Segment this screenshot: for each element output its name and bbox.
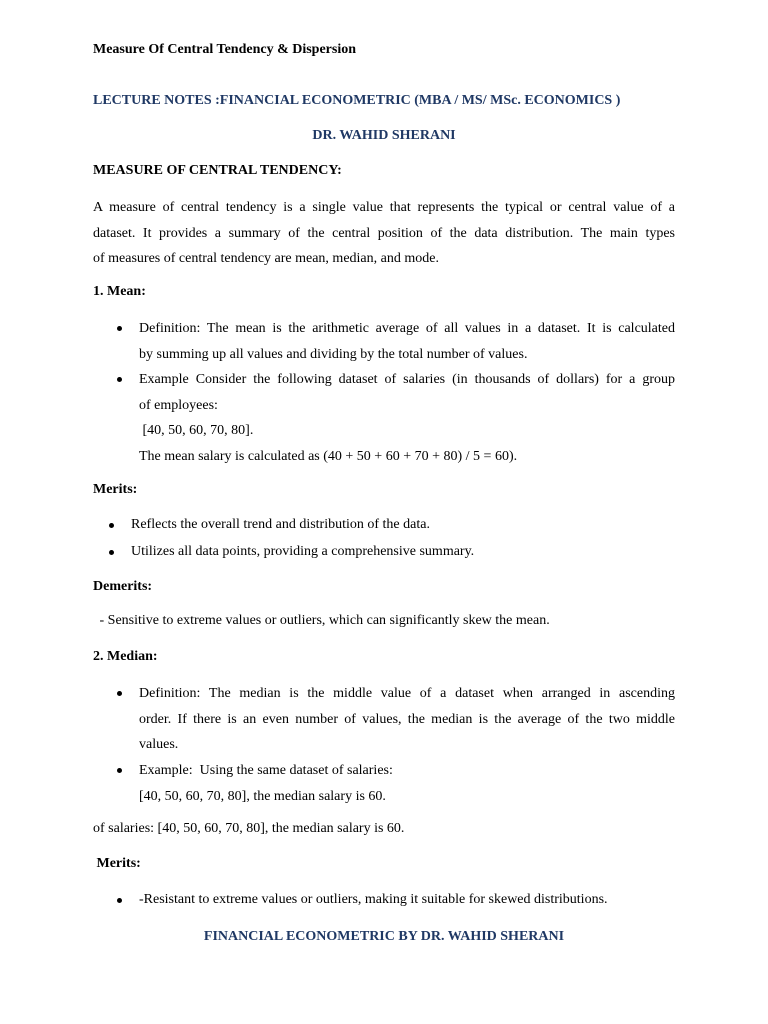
mean-demerit-text: - Sensitive to extreme values or outliers, which can significantly skew the mean. [96, 613, 550, 628]
bullet-icon [117, 898, 122, 903]
bullet-icon [117, 377, 122, 382]
mean-example-line: Example Consider the following dataset of salaries (in thousands of dollars) for a group [139, 372, 675, 387]
median-merit-item: -Resistant to extreme values or outliers, making it suitable for skewed distributions. [139, 892, 608, 907]
bullet-icon [117, 691, 122, 696]
mean-definition [139, 316, 675, 367]
median-heading: 2. Median: [93, 649, 158, 664]
bullet-icon [109, 550, 114, 555]
running-title: Measure Of Central Tendency & Dispersion [93, 42, 357, 57]
intro-line: A measure of central tendency is a single value that represents the typical or central value of a [93, 200, 675, 215]
intro-line: of measures of central tendency are mean, median, and mode. [93, 251, 439, 266]
intro-line: dataset. It provides a summary of the central position of the data distribution. The main types [93, 225, 675, 241]
mean-merit-item: Utilizes all data points, providing a comprehensive summary. [131, 544, 475, 559]
bullet-icon [117, 768, 122, 773]
mean-merits-heading: Merits: [93, 482, 138, 497]
bullet-icon [117, 326, 122, 331]
mean-demerits-heading: Demerits: [93, 579, 153, 594]
section-heading-central-tendency: MEASURE OF CENTRAL TENDENCY: [93, 163, 342, 178]
intro-paragraph [93, 195, 675, 272]
mean-definition-line: by summing up all values and dividing by the total number of values. [139, 346, 528, 362]
mean-heading: 1. Mean: [93, 284, 146, 299]
bullet-icon [109, 523, 114, 528]
mean-example-line: of employees: [139, 397, 218, 413]
median-merits-heading: Merits: [93, 856, 141, 871]
median-definition-line: values. [139, 737, 179, 752]
mean-example-line: The mean salary is calculated as (40 + 50 + 60 + 70 + 80) / 5 = 60). [139, 448, 518, 464]
median-definition-line: Definition: The median is the middle value of a dataset when arranged in ascending [139, 686, 675, 701]
mean-example-line: [40, 50, 60, 70, 80]. [139, 423, 254, 438]
median-definition-line: order. If there is an even number of values, the median is the average of the two middle [139, 711, 675, 727]
mean-definition-line: Definition: The mean is the arithmetic average of all values in a dataset. It is calculated [139, 321, 675, 336]
median-example-line: Example: Using the same dataset of salaries: [139, 763, 393, 778]
mean-example [139, 367, 675, 469]
page-footer: FINANCIAL ECONOMETRIC BY DR. WAHID SHERANI [203, 929, 565, 944]
median-example [139, 758, 675, 809]
mean-merit-item: Reflects the overall trend and distribution of the data. [131, 517, 430, 532]
author-name: DR. WAHID SHERANI [312, 128, 456, 143]
median-example-line: [40, 50, 60, 70, 80], the median salary is 60. [139, 788, 386, 804]
median-continuation: of salaries: [40, 50, 60, 70, 80], the median salary is 60. [93, 821, 405, 836]
lecture-notes-title: LECTURE NOTES :FINANCIAL ECONOMETRIC (MBA / MS/ MSc. ECONOMICS ) [93, 93, 621, 108]
median-definition [139, 681, 675, 758]
